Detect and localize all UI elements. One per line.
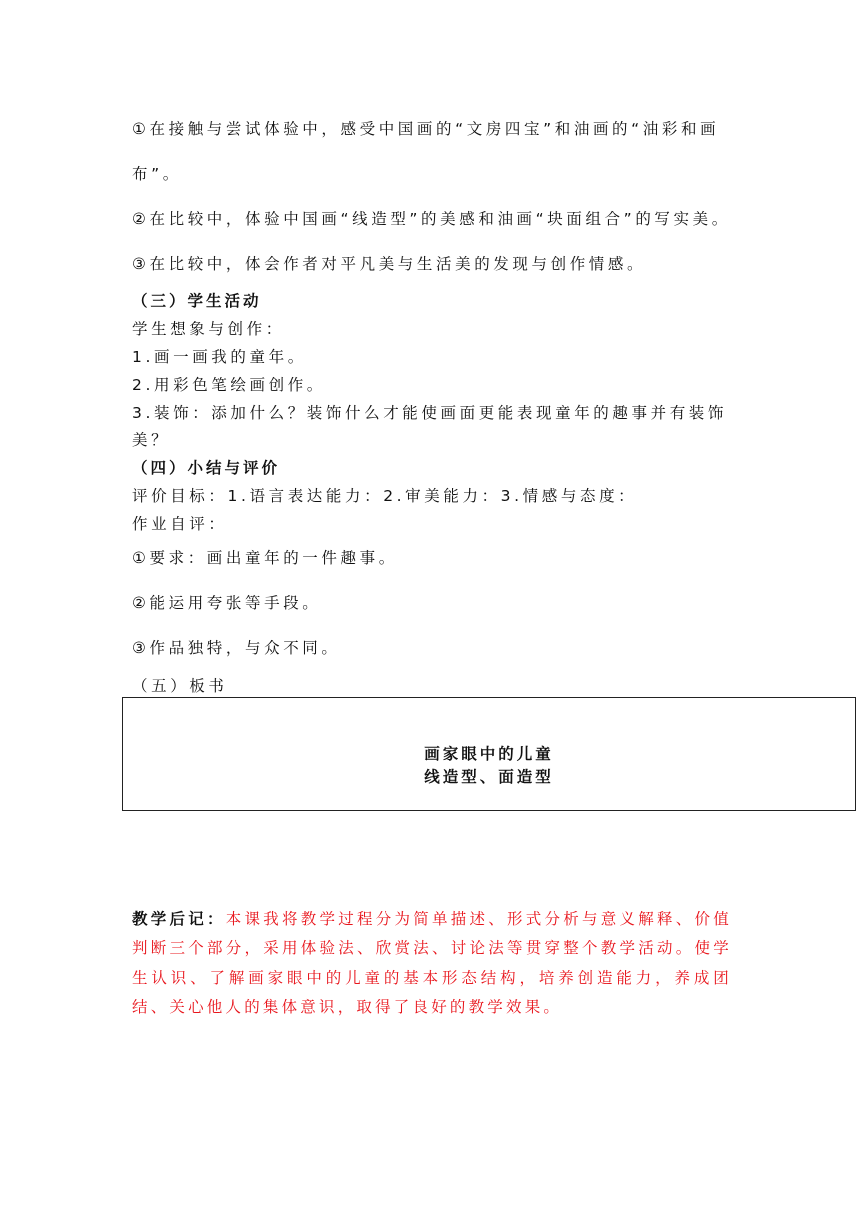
- section4-heading: （四）小结与评价: [132, 459, 281, 477]
- experience-item-1-cont: 布”。: [132, 165, 182, 183]
- section3-item-3: 3.装饰：添加什么？装饰什么才能使画面更能表现童年的趣事并有装饰: [132, 404, 727, 422]
- experience-item-1: ①在接触与尝试体验中，感受中国画的“文房四宝”和油画的“油彩和画: [132, 120, 720, 138]
- section4-item-2: ②能运用夸张等手段。: [132, 594, 322, 612]
- section5-heading: （五）板书: [132, 677, 228, 695]
- section3-heading: （三）学生活动: [132, 292, 262, 310]
- section3-item-2: 2.用彩色笔绘画创作。: [132, 376, 326, 394]
- board-title: 画家眼中的儿童: [424, 745, 554, 763]
- section3-item-1: 1.画一画我的童年。: [132, 348, 307, 366]
- experience-item-3: ③在比较中，体会作者对平凡美与生活美的发现与创作情感。: [132, 255, 647, 273]
- experience-item-2: ②在比较中，体验中国画“线造型”的美感和油画“块面组合”的写实美。: [132, 210, 731, 228]
- afterword-text: 本课我将教学过程分为简单描述、形式分析与意义解释、价值判断三个部分，采用体验法、欣赏法、讨论法等贯穿整个教学活动。使学生认识、了解画家眼中的儿童的基本形态结构，培养创造能力，养成团结、关心他人的集体意识，取得了良好的教学效果。: [132, 910, 732, 1016]
- afterword-paragraph: [132, 905, 732, 1022]
- section3-intro: 学生想象与创作：: [132, 320, 285, 338]
- section4-item-1: ①要求：画出童年的一件趣事。: [132, 549, 398, 567]
- section4-self-eval: 作业自评：: [132, 515, 228, 533]
- blackboard-box: [122, 697, 856, 811]
- section4-item-3: ③作品独特，与众不同。: [132, 639, 341, 657]
- afterword-label: 教学后记：: [132, 910, 226, 928]
- board-subtitle: 线造型、面造型: [424, 768, 554, 786]
- section3-item-3-cont: 美？: [132, 431, 171, 449]
- section4-goals: 评价目标：1.语言表达能力：2.审美能力：3.情感与态度：: [132, 487, 638, 505]
